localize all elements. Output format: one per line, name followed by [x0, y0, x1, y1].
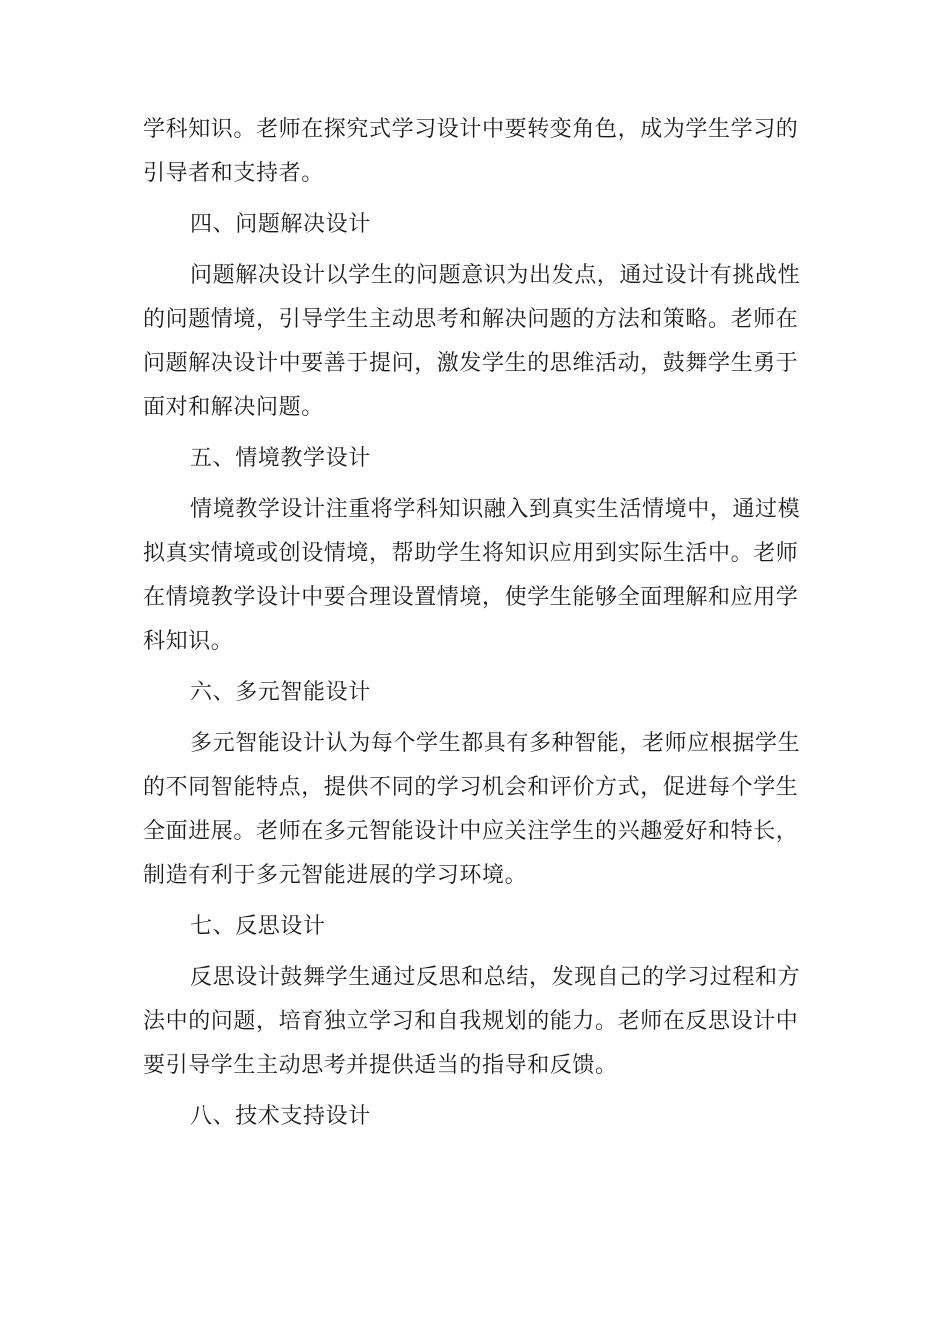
paragraph-situational-teaching: [143, 488, 801, 664]
text-line: 学科知识。老师在探究式学习设计中要转变角色，成为学生学习的: [143, 117, 799, 142]
paragraph-multiple-intelligences: [143, 722, 801, 898]
text-line: 拟真实情境或创设情境，帮助学生将知识应用到实际生活中。老师: [143, 541, 799, 566]
text-line: 的问题情境，引导学生主动思考和解决问题的方法和策略。老师在: [143, 307, 799, 332]
text-line: 的不同智能特点，提供不同的学习机会和评价方式，促进每个学生: [143, 775, 799, 800]
paragraph-continued: [143, 108, 799, 196]
text-line: 面对和解决问题。: [143, 395, 324, 420]
section-heading-7: 七、反思设计: [190, 914, 326, 939]
document-body: [143, 108, 801, 1139]
paragraph-problem-solving: [143, 254, 801, 430]
text-line: 科知识。: [143, 629, 234, 654]
section-heading-4: 四、问题解决设计: [190, 212, 371, 237]
text-line: 问题解决设计以学生的问题意识为出发点，通过设计有挑战性: [190, 263, 801, 288]
text-line: 在情境教学设计中要合理设置情境，使学生能够全面理解和应用学: [143, 585, 799, 610]
text-line: 多元智能设计认为每个学生都具有多种智能，老师应根据学生: [190, 731, 801, 756]
text-line: 情境教学设计注重将学科知识融入到真实生活情境中，通过模: [190, 497, 801, 522]
text-line: 要引导学生主动思考并提供适当的指导和反馈。: [143, 1053, 618, 1078]
text-line: 法中的问题，培育独立学习和自我规划的能力。老师在反思设计中: [143, 1009, 799, 1034]
text-line: 问题解决设计中要善于提问，激发学生的思维活动，鼓舞学生勇于: [143, 351, 799, 376]
section-heading-6: 六、多元智能设计: [190, 680, 371, 705]
text-line: 反思设计鼓舞学生通过反思和总结，发现自己的学习过程和方: [190, 965, 801, 990]
section-heading-8: 八、技术支持设计: [190, 1104, 371, 1129]
text-line: 制造有利于多元智能进展的学习环境。: [143, 863, 528, 888]
section-heading-5: 五、情境教学设计: [190, 446, 371, 471]
paragraph-reflection: [143, 956, 801, 1088]
text-line: 引导者和支持者。: [143, 161, 324, 186]
text-line: 全面进展。老师在多元智能设计中应关注学生的兴趣爱好和特长，: [143, 819, 799, 844]
